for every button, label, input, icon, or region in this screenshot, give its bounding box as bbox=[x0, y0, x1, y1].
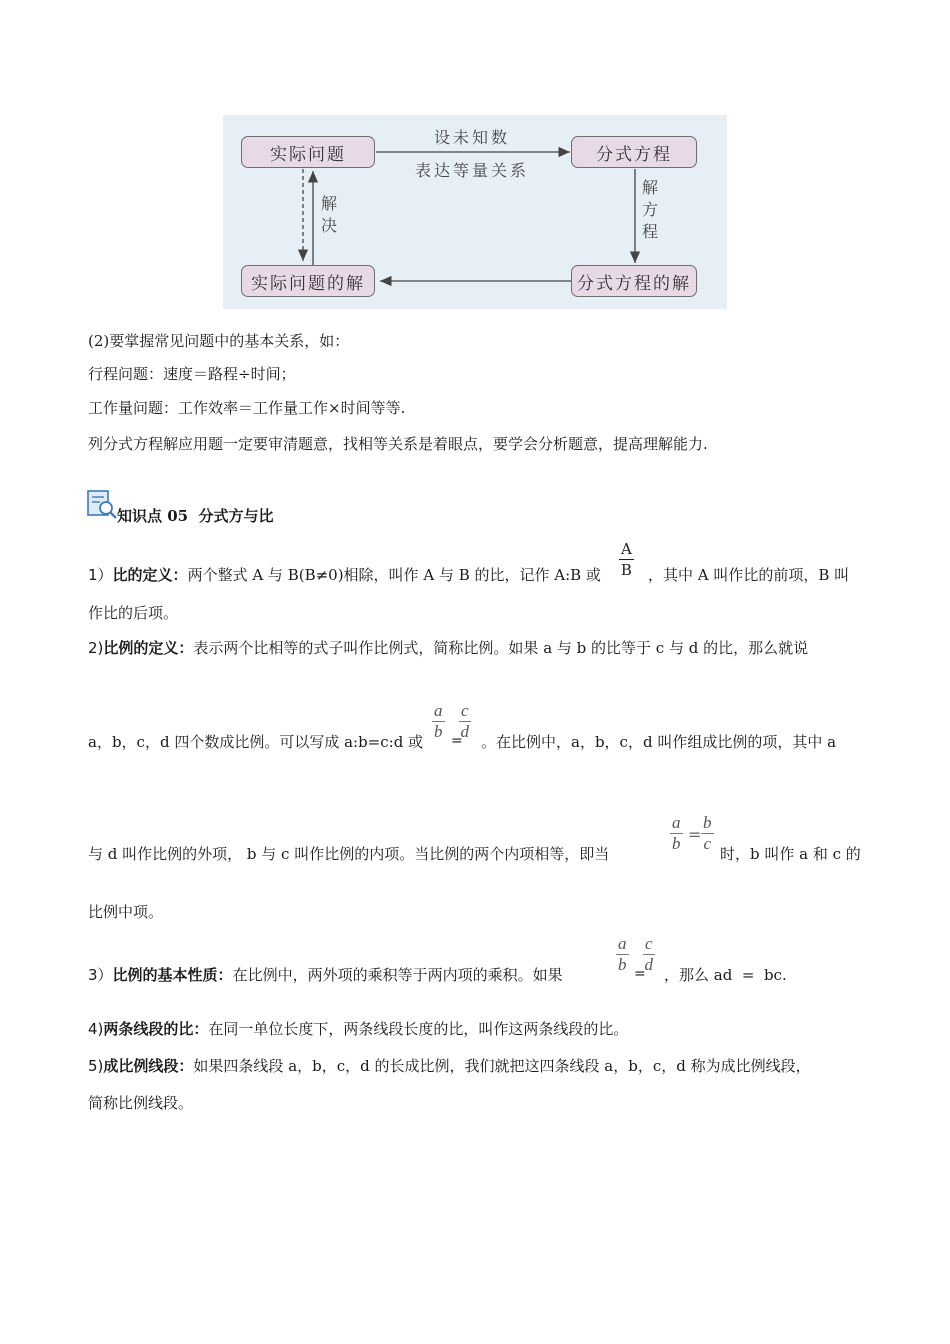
p1-text-a: 两个整式 A 与 B(B≠0)相除，叫作 A 与 B 的比，记作 A:B 或 bbox=[187, 566, 601, 584]
fraction-numerator: b bbox=[703, 813, 712, 832]
equals-sign: = bbox=[634, 966, 646, 982]
arrow-right-label: 解方程 bbox=[641, 178, 658, 241]
p2-number: 2) bbox=[88, 639, 104, 657]
equals-sign: = bbox=[688, 825, 702, 844]
equals-sign: = bbox=[451, 733, 463, 749]
fraction-a-over-b bbox=[619, 540, 634, 579]
box-label: 实际问题 bbox=[270, 144, 346, 165]
p3-number: 3） bbox=[88, 966, 113, 984]
p5-text-a: 如果四条线段 a，b，c，d 的长成比例，我们就把这四条线段 a，b，c，d 称为成比例线段， bbox=[193, 1057, 811, 1075]
fraction-denominator: b bbox=[618, 955, 627, 974]
p3-term: 比例的基本性质： bbox=[112, 966, 233, 984]
section-title: 知识点 05 分式方与比 bbox=[117, 507, 274, 525]
fraction-numerator: c bbox=[461, 701, 469, 720]
box-label: 实际问题的解 bbox=[251, 273, 365, 294]
p1-text-c: 作比的后项。 bbox=[88, 604, 179, 622]
p3-text-b: ，那么 ad = bc. bbox=[664, 966, 787, 984]
box-fractional-equation bbox=[571, 136, 697, 168]
p1-number: 1） bbox=[88, 566, 113, 584]
p5-term: 成比例线段： bbox=[103, 1057, 194, 1075]
fraction-numerator: a bbox=[434, 701, 443, 720]
fraction-denominator: d bbox=[460, 722, 470, 741]
arrow-top-label-2: 表达等量关系 bbox=[415, 161, 530, 180]
fraction-c-d bbox=[459, 702, 471, 741]
p3-text-a: 在比例中，两外项的乘积等于两内项的乘积。如果 bbox=[232, 966, 563, 984]
p5-number: 5) bbox=[88, 1057, 104, 1075]
fraction-numerator: c bbox=[645, 934, 653, 953]
box-practical-problem bbox=[241, 136, 375, 168]
arrow-left-label: 解决 bbox=[320, 194, 337, 235]
p2-term: 比例的定义： bbox=[103, 639, 194, 657]
p2-text-b: a，b，c，d 四个数成比例。可以写成 a:b=c:d 或 bbox=[88, 733, 424, 751]
p2-text-c: 。在比例中，a，b，c，d 叫作组成比例的项，其中 a bbox=[481, 733, 837, 751]
p2-text-e: 时，b 叫作 a 和 c 的 bbox=[720, 845, 861, 863]
fraction-denominator: b bbox=[672, 834, 681, 853]
fraction-numerator: a bbox=[672, 813, 681, 832]
p5-line-1 bbox=[88, 1056, 811, 1076]
p2-line-1 bbox=[88, 638, 808, 658]
relations-work: 工作量问题：工作效率＝工作量工作×时间等等. bbox=[88, 399, 406, 417]
box-label: 分式方程 bbox=[596, 144, 672, 165]
fraction-denominator: B bbox=[620, 561, 632, 579]
fraction-denominator: c bbox=[703, 834, 712, 853]
p1-term: 比的定义： bbox=[112, 566, 188, 584]
box-label: 分式方程的解 bbox=[577, 273, 691, 294]
p4-text: 在同一单位长度下，两条线段长度的比，叫作这两条线段的比。 bbox=[208, 1020, 629, 1038]
p4-term: 两条线段的比： bbox=[103, 1020, 209, 1038]
p2-text-d: 与 d 叫作比例的外项， b 与 c 叫作比例的内项。当比例的两个内项相等，即当 bbox=[88, 845, 610, 863]
p1-line-1 bbox=[88, 565, 601, 585]
p5-text-b: 简称比例线段。 bbox=[88, 1094, 194, 1112]
p4-number: 4) bbox=[88, 1020, 104, 1038]
fraction-denominator: b bbox=[434, 722, 443, 741]
p1-text-b: ，其中 A 叫作比的前项，B 叫 bbox=[648, 566, 850, 584]
relations-advice: 列分式方程解应用题一定要审清题意，找相等关系是着眼点，要学会分析题意，提高理解能力. bbox=[88, 435, 708, 453]
fraction-numerator: A bbox=[621, 540, 632, 558]
knowledge-point-icon bbox=[86, 489, 118, 519]
fraction-numerator: a bbox=[618, 934, 627, 953]
p2-text-a: 表示两个比相等的式子叫作比例式，简称比例。如果 a 与 b 的比等于 c 与 d 的比，那么就说 bbox=[193, 639, 809, 657]
box-practical-solution bbox=[241, 265, 375, 297]
box-equation-solution bbox=[571, 265, 697, 297]
flowchart bbox=[223, 115, 727, 309]
fraction-a-b-2 bbox=[670, 814, 683, 853]
p2-text-f: 比例中项。 bbox=[88, 903, 164, 921]
fraction-a-b-3 bbox=[616, 935, 629, 974]
arrow-top-label-1: 设未知数 bbox=[434, 128, 511, 147]
fraction-denominator: d bbox=[644, 955, 654, 974]
fraction-c-d-2 bbox=[643, 935, 655, 974]
fraction-a-b bbox=[432, 702, 445, 741]
p4-line bbox=[88, 1019, 628, 1039]
relations-intro: (2)要掌握常见问题中的基本关系，如： bbox=[88, 332, 350, 350]
relations-travel: 行程问题：速度＝路程÷时间； bbox=[88, 365, 296, 383]
fraction-b-c bbox=[701, 814, 714, 853]
p3-line-1 bbox=[88, 965, 563, 985]
